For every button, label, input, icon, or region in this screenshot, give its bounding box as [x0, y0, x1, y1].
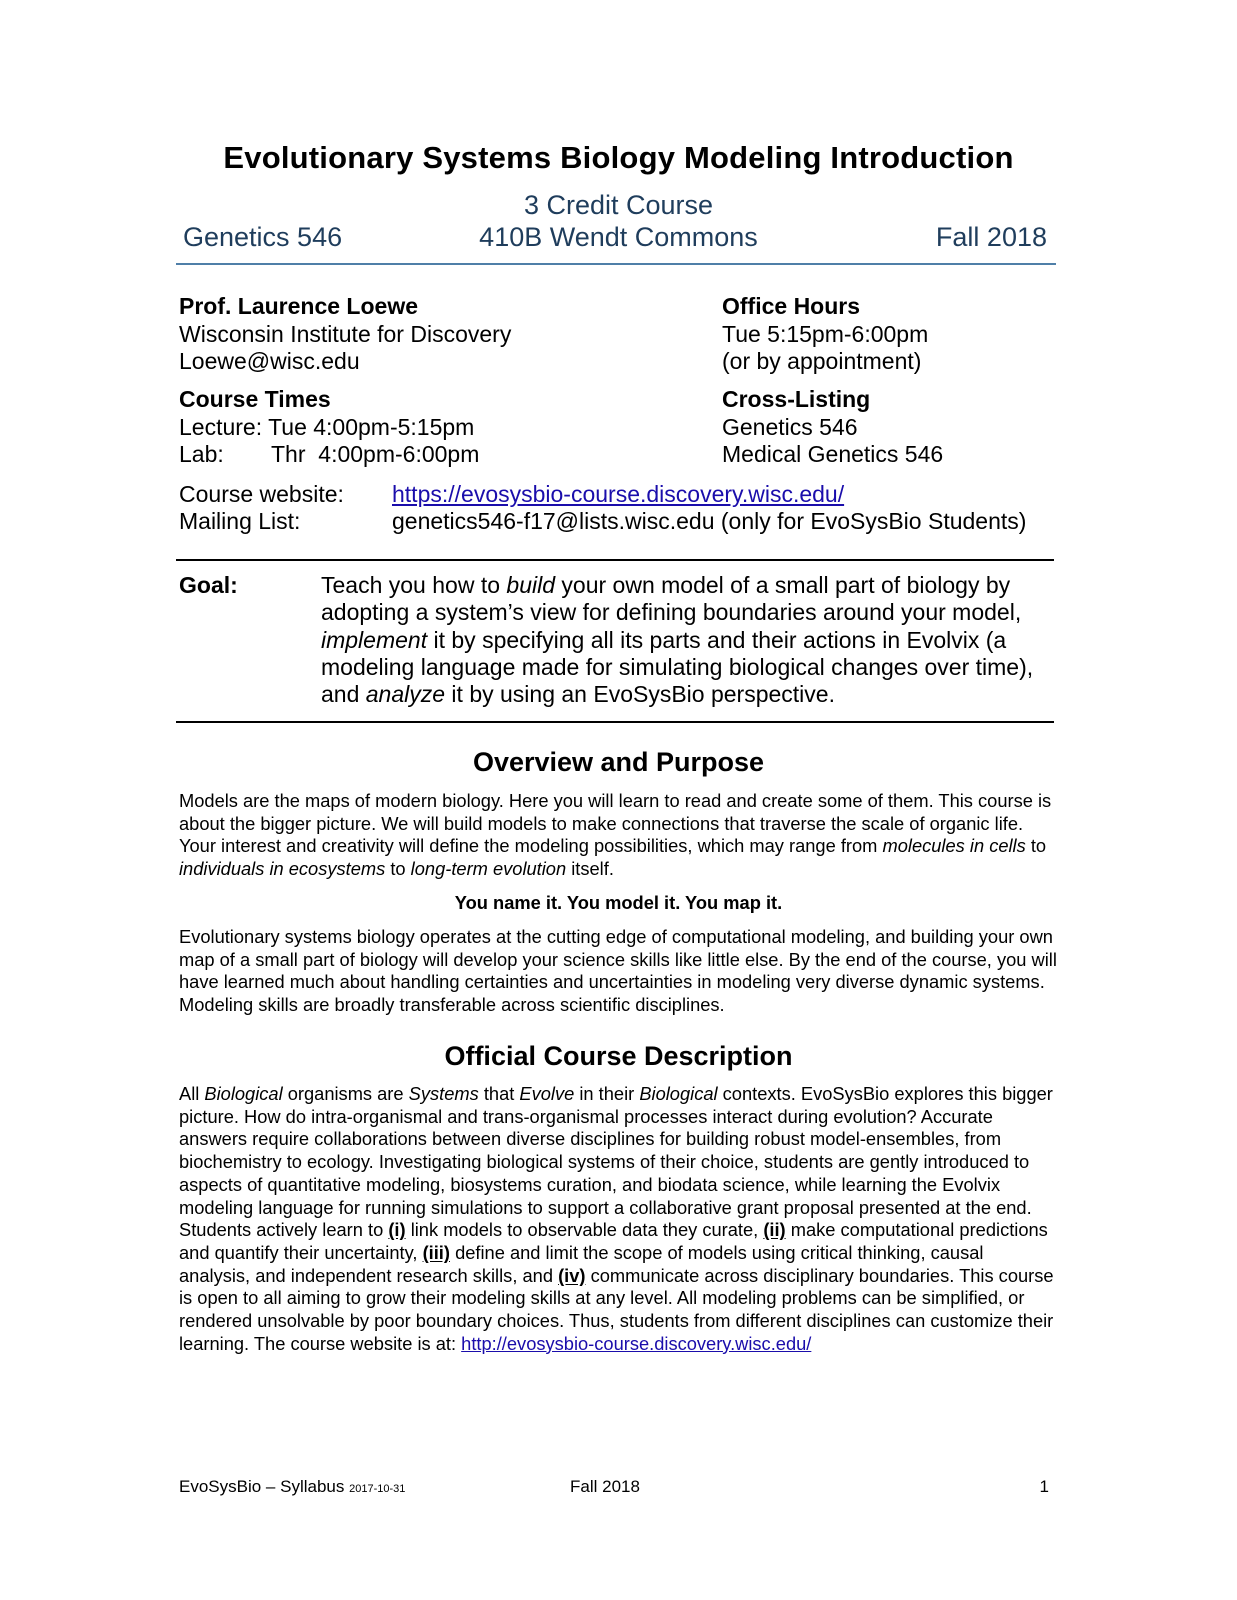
course-website-link[interactable]: https://evosysbio-course.discovery.wisc.edu/ — [392, 481, 845, 507]
lab-label: Lab: — [179, 441, 224, 467]
office-hours-note: (or by appointment) — [722, 348, 922, 374]
description-website-link[interactable]: http://evosysbio-course.discovery.wisc.edu/ — [461, 1332, 812, 1354]
overview-paragraph-2: Evolutionary systems biology operates at the cutting edge of computational modeling, and building your own map of a small part of biology will develop your science skills like little else. By the end of the course, you will have learned much about handling certainties and uncertainties in modeling very diverse dynamic systems. Modeling skills are broadly transferable across scientific disciplines. — [179, 926, 1057, 1016]
header-divider — [176, 263, 1056, 265]
credit-subtitle: 3 Credit Course — [523, 190, 714, 220]
course-number: Genetics 546 — [183, 222, 343, 252]
course-term: Fall 2018 — [935, 222, 1047, 252]
goal-top-divider — [176, 559, 1054, 561]
instructor-block — [179, 293, 511, 376]
cross-listing-item: Genetics 546 — [722, 413, 858, 440]
office-hours-time: Tue 5:15pm-6:00pm — [722, 320, 929, 347]
goal-label: Goal: — [179, 572, 238, 598]
lab-time: Thr 4:00pm-6:00pm — [271, 441, 480, 467]
mailing-row — [179, 508, 1026, 535]
lecture-time: Lecture: Tue 4:00pm-5:15pm — [179, 413, 475, 440]
cross-listing-block — [722, 386, 943, 469]
instructor-name: Prof. Laurence Loewe — [179, 293, 419, 319]
slogan: You name it. You model it. You map it. — [454, 892, 783, 913]
mailing-label: Mailing List: — [179, 508, 301, 534]
website-label: Course website: — [179, 481, 344, 507]
instructor-email: Loewe@wisc.edu — [179, 348, 360, 374]
course-room: 410B Wendt Commons — [479, 222, 758, 252]
office-hours-block — [722, 293, 928, 376]
footer-center: Fall 2018 — [570, 1477, 640, 1496]
cross-listing-item: Medical Genetics 546 — [722, 441, 944, 467]
overview-heading: Overview and Purpose — [472, 747, 765, 777]
page-number: 1 — [1039, 1477, 1049, 1496]
lab-time-row — [179, 441, 479, 469]
website-row — [179, 481, 844, 508]
instructor-institute: Wisconsin Institute for Discovery — [179, 320, 512, 347]
cross-listing-heading: Cross-Listing — [722, 386, 871, 412]
mailing-list: genetics546-f17@lists.wisc.edu (only for EvoSysBio Students) — [392, 508, 1027, 534]
footer-left: EvoSysBio – Syllabus 2017-10-31 — [179, 1477, 406, 1496]
office-hours-heading: Office Hours — [722, 293, 861, 319]
goal-text: Teach you how to build your own model of a small part of biology by adopting a system’s view for defining boundaries around your model, implement it by specifying all its parts and their actions in Evolvix (a modeling language made for simulating biological changes over time), and analyze it by using an EvoSysBio perspective. — [321, 572, 1034, 708]
overview-paragraph: Models are the maps of modern biology. Here you will learn to read and create some of them. This course is about the bigger picture. We will build models to make connections that traverse the scale of organic life. Your interest and creativity will define the modeling possibilities, which may range from molecules in cells to individuals in ecosystems to long-term evolution itself. — [179, 790, 1052, 880]
description-paragraph: All Biological organisms are Systems that Evolve in their Biological contexts. EvoSysBio explores this bigger picture. How do intra-organismal and trans-organismal processes interact during evolution? Accurate answers require collaborations between diverse disciplines for building robust model-ensembles, from biochemistry to ecology. Investigating biological systems of their choice, students are gently introduced to aspects of quantitative modeling, biosystems curation, and biodata science, while learning the Evolvix modeling language for running simulations to support a collaborative grant proposal presented at the end. Students actively learn to (i) link models to observable data they curate, (ii) make computational predictions and quantify their uncertainty, (iii) define and limit the scope of models using critical thinking, causal analysis, and independent research skills, and (iv) communicate across disciplinary boundaries. This course is open to all aiming to grow their modeling skills at any level. All modeling problems can be simplified, or rendered unsolvable by poor boundary choices. Thus, students from different disciplines can customize their learning. The course website is at: http://evosysbio-course.discovery.wisc.edu/ — [179, 1083, 1054, 1354]
course-times-heading: Course Times — [179, 386, 331, 412]
page-title: Evolutionary Systems Biology Modeling Introduction — [223, 140, 1014, 175]
course-times-block — [179, 386, 479, 469]
goal-bottom-divider — [176, 721, 1054, 723]
description-heading: Official Course Description — [444, 1041, 793, 1071]
